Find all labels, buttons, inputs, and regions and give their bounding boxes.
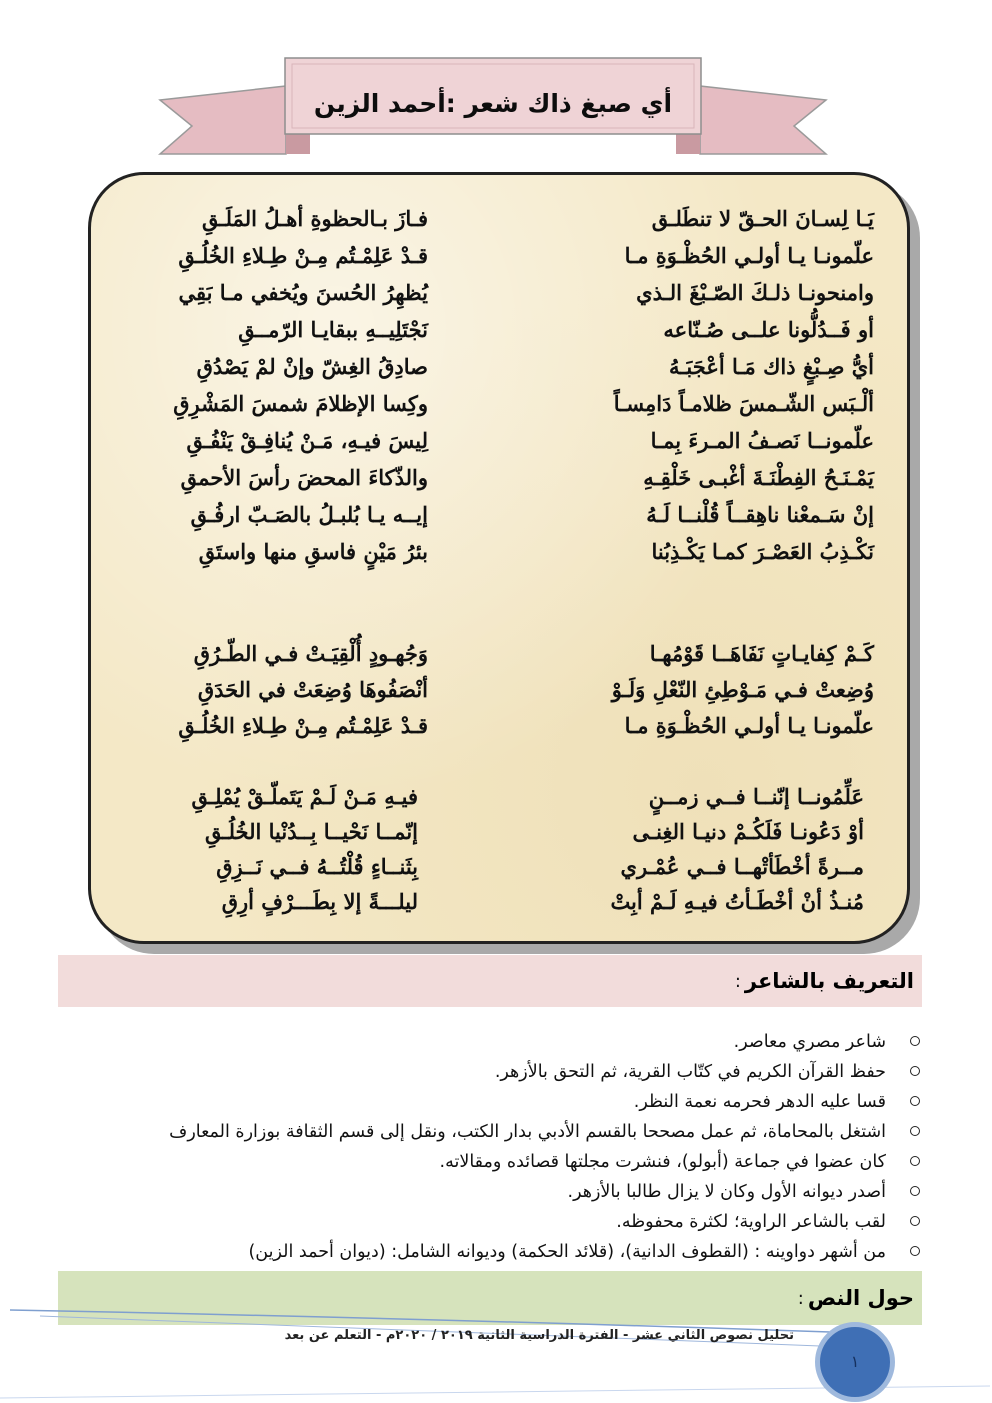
poem-verse: يَـا لِسـانَ الحـقّ لا تنطَلـق xyxy=(651,206,874,231)
page-number: ١ xyxy=(850,1352,860,1371)
circle-bullet-icon xyxy=(910,1156,920,1166)
poem-verse: نَكْـذِبُ العَصْـرَ كمـا يَكْـذِبُنا xyxy=(651,539,874,564)
poem-verse: فيـهِ مَـنْ لَـمْ يَتَملّـقْ يُمْلِـقِ xyxy=(191,784,418,809)
poem-verse: علّمونـا يـا أولـي الحُظْـوَةِ مـا xyxy=(624,713,874,738)
poem-verse: إنّمــا نَحْيــا بِــدُنْيا الخُلُـقِ xyxy=(204,819,418,844)
poem-verse: وَجُهـودٍ أُلْقِيَـتْ فـي الطّـرُقِ xyxy=(193,641,428,666)
text-section-title: حول النص xyxy=(807,1286,914,1310)
poet-section-header xyxy=(58,955,922,1007)
footer-text: تحليل نصوص الثاني عشر - الفترة الدراسية الثانية ٢٠١٩ / ٢٠٢٠م - التعلم عن بعد xyxy=(284,1328,794,1343)
poem-verse: أو فَــدُلُّونا علــى صُـنّاعه xyxy=(663,317,874,342)
poem-verse: فـازَ بـالحظوةِ أهـلُ المَلَـقِ xyxy=(201,206,428,231)
page-title: أي صبغ ذاك شعر :أحمد الزين xyxy=(313,88,673,118)
poem-verse: مــرةً أخْطَأتْهــا فــي عُمْـري xyxy=(620,854,864,879)
poem-verse: إيــه يـا بُلبـلُ بالصَـبّ ارفُـقِ xyxy=(190,502,428,527)
poem-verse: ليلـــةً إلا بِطَـــرْفٍ أرِقِ xyxy=(221,889,418,914)
poem-verse: وكِسا الإظلامَ شمسَ المَشْرِقِ xyxy=(173,391,428,416)
circle-bullet-icon xyxy=(910,1066,920,1076)
poem-verse: كَـمْ كِفايـاتٍ نَفَاهَــا قَوْمُهـا xyxy=(649,641,874,666)
poem-verse: يَمْـنَـحُ الفِطْنَـةَ أغْبـى خَلْقِـهِ xyxy=(643,465,874,490)
poem-verse: يُظهِرُ الحُسنَ ويُخفي مـا بَقِي xyxy=(178,280,428,305)
poem-verse: مُنـذُ أنْ أخْطَـأتُ فيـهِ لَـمْ أبِتْ xyxy=(610,889,864,914)
poem-verse: أوْ دَعُونـا فَلَكُـمْ دنيـا الغِنـى xyxy=(632,819,864,844)
poem-verse: والذّكاءَ المحضَ رأسَ الأحمقِ xyxy=(180,465,428,490)
list-item xyxy=(60,1087,920,1117)
bio-text: حفظ القرآن الكريم في كتّاب القرية، ثم التحق بالأزهر. xyxy=(494,1062,886,1082)
bio-text: كان عضوا في جماعة (أبولو)، فنشرت مجلتها قصائده ومقالاته. xyxy=(439,1152,886,1172)
poem-verse: ألْـبَس الشّـمسَ ظلامـاً دَامِسـاً xyxy=(613,391,874,416)
circle-bullet-icon xyxy=(910,1186,920,1196)
bio-text: لقب بالشاعر الراوية؛ لكثرة محفوظه. xyxy=(616,1212,886,1232)
list-item xyxy=(60,1237,920,1267)
list-item xyxy=(60,1207,920,1237)
list-item xyxy=(60,1027,920,1057)
poem-verse: لِيسَ فيـهِ، مَـنْ يُنافِـقْ يَنْفُـقِ xyxy=(186,428,428,453)
circle-bullet-icon xyxy=(910,1096,920,1106)
poem-verse: نَجْتَلِيــهِ ببقايـا الرّمــقِ xyxy=(238,317,428,342)
poem-verse: صادِقُ الغِشّ وإنْ لمْ يَصْدُقِ xyxy=(196,354,428,379)
poet-section-title: التعريف بالشاعر xyxy=(744,969,914,993)
bio-text: أصدر ديوانه الأول وكان لا يزال طالبا بالأزهر. xyxy=(567,1182,886,1202)
poem-verse: إنْ سَـمعْنا ناهِقــاً قُلْنــا لَـهُ xyxy=(646,502,874,527)
circle-bullet-icon xyxy=(910,1246,920,1256)
list-item xyxy=(60,1117,920,1147)
poem-verse: وُضِعتْ فـي مَـوْطِئِ النّعْلِ وَلَـوْ xyxy=(611,677,874,702)
poet-bio-list xyxy=(60,1027,920,1267)
circle-bullet-icon xyxy=(910,1126,920,1136)
poem-verse: بِثَنــاءٍ قُلْتُــهُ فــي نَــزِقِ xyxy=(216,854,418,879)
poem-verse: قـدْ عَلِمْـتُم مِـنْ طِـلاءِ الخُلُـقِ xyxy=(178,243,428,268)
poem-verse: علّمونـا يـا أولـي الحُظْـوَةِ مـا xyxy=(624,243,874,268)
circle-bullet-icon xyxy=(910,1036,920,1046)
bio-text: اشتغل بالمحاماة، ثم عمل مصححا بالقسم الأدبي بدار الكتب، ونقل إلى قسم الثقافة بوزارة المعارف xyxy=(169,1122,886,1142)
poem-verse: أيُّ صِـبْغٍ ذاك مَـا أعْجَبَـهُ xyxy=(669,354,874,379)
list-item xyxy=(60,1057,920,1087)
poem-verse: عَلِّمُونــا إنّنــا فــي زمــنٍ xyxy=(648,784,864,809)
text-section-colon: : xyxy=(797,1287,804,1309)
circle-bullet-icon xyxy=(910,1216,920,1226)
bio-text: قسا عليه الدهر فحرمه نعمة النظر. xyxy=(633,1092,886,1112)
list-item xyxy=(60,1147,920,1177)
poem-verse: قـدْ عَلِمْـتُم مِـنْ طِـلاءِ الخُلُـقِ xyxy=(178,713,428,738)
bio-text: من أشهر دواوينه : (القطوف الدانية)، (قلائد الحكمة) وديوانه الشامل: (ديوان أحمد الزين) xyxy=(248,1242,886,1262)
poem-verse: وامنحونـا ذلـكَ الصّـبْغَ الـذي xyxy=(636,280,874,305)
poem-verse: أنْصَفُوهَا وُضِعَتْ في الحَدَقِ xyxy=(197,677,428,702)
list-item xyxy=(60,1177,920,1207)
poem-verse: علّمونــا نَصـفُ المـرءَ بِمـا xyxy=(650,428,874,453)
bio-text: شاعر مصري معاصر. xyxy=(733,1032,886,1052)
poet-section-colon: : xyxy=(734,970,741,992)
poem-verse: بئرُ مَيْنٍ فاسقِ منها واستَقِ xyxy=(198,539,428,564)
title-banner xyxy=(158,56,828,166)
